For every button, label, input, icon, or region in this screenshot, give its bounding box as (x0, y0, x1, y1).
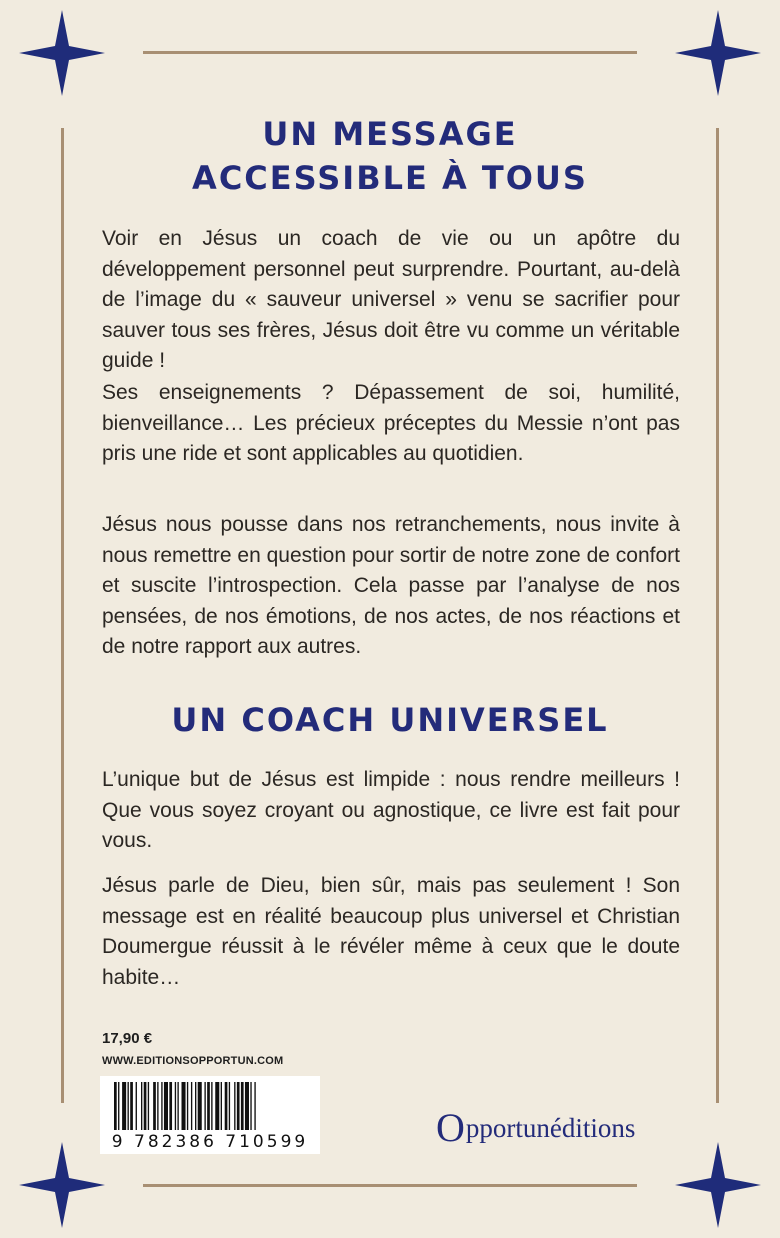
paragraph-goal: L’unique but de Jésus est limpide : nous rendre meilleurs ! Que vous soyez croyant ou agnostique, ce livre est fait pour vous. (102, 768, 680, 852)
four-point-star-icon (675, 10, 761, 96)
barcode-bars (100, 1076, 320, 1132)
isbn-number: 9 782386 710599 (111, 1132, 309, 1152)
publisher-website: WWW.EDITIONSOPPORTUN.COM (102, 1055, 284, 1067)
paragraph-intro: Voir en Jésus un coach de vie ou un apôtre du développement personnel peut surprendre. Pourtant, au-delà de l’image du « sauveur universel » venu se sacrifier pour sauver tous ses frères, Jésus doit être vu comme un véritable guide ! (102, 227, 680, 372)
four-point-star-icon (675, 1142, 761, 1228)
section-title-line-2: ACCESSIBLE À TOUS (192, 159, 588, 197)
four-point-star-icon (19, 10, 105, 96)
section-title-line-1: UN MESSAGE (262, 115, 518, 153)
publisher-logo (436, 1104, 635, 1150)
publisher-logo-o: O (436, 1105, 465, 1150)
barcode (100, 1076, 320, 1154)
price: 17,90 € (102, 1030, 153, 1047)
section-title-accessible (0, 112, 780, 200)
paragraph-introspection: Jésus nous pousse dans nos retranchements, nous invite à nous remettre en question pour sortir de notre zone de confort et suscite l’introspection. Cela passe par l’analyse de nos pensées, de nos émotions, de nos actes, de nos réactions et de notre rapport aux autres. (102, 513, 680, 658)
paragraph-message: Jésus parle de Dieu, bien sûr, mais pas seulement ! Son message est en réalité beaucoup plus universel et Christian Doumergue réussit à le révéler même à ceux que le doute habite… (102, 874, 680, 989)
bottom-rule (143, 1184, 637, 1187)
paragraph-teachings: Ses enseignements ? Dépassement de soi, humilité, bienveillance… Les précieux préceptes du Messie n’ont pas pris une ride et sont applicables au quotidien. (102, 381, 680, 465)
four-point-star-icon (19, 1142, 105, 1228)
right-rule (716, 128, 719, 1103)
left-rule (61, 128, 64, 1103)
section-title-coach: UN COACH UNIVERSEL (171, 701, 609, 739)
top-rule (143, 51, 637, 54)
publisher-logo-text: pportunéditions (465, 1113, 636, 1143)
